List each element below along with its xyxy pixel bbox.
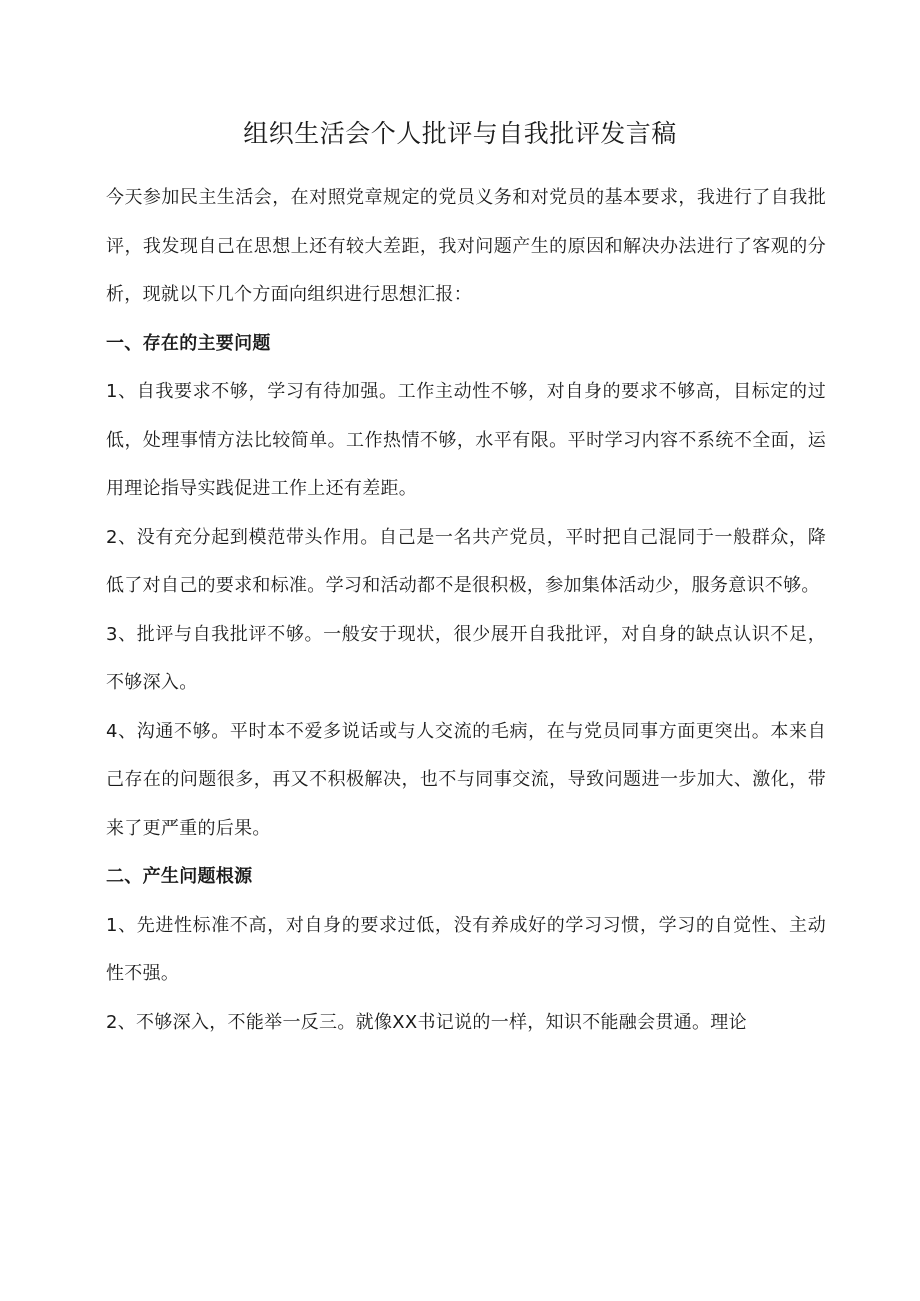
document-body xyxy=(106,174,826,1047)
root-item-2: 2、不够深入，不能举一反三。就像XX书记说的一样，知识不能融会贯通。理论 xyxy=(106,1011,747,1033)
document-title: 组织生活会个人批评与自我批评发言稿 xyxy=(243,119,677,148)
problem-item-3: 3、批评与自我批评不够。一般安于现状，很少展开自我批评，对自身的缺点认识不足，不够深入。 xyxy=(106,623,826,693)
section-heading-roots: 二、产生问题根源 xyxy=(106,866,253,887)
problem-item-4: 4、沟通不够。平时本不爱多说话或与人交流的毛病，在与党员同事方面更突出。本来自己存在的问题很多，再又不积极解决，也不与同事交流，导致问题进一步加大、激化，带来了更严重的后果。 xyxy=(106,720,826,839)
section-heading-problems: 一、存在的主要问题 xyxy=(106,332,271,354)
problem-item-1: 1、自我要求不够，学习有待加强。工作主动性不够，对自身的要求不够高，目标定的过低，处理事情方法比较简单。工作热情不够，水平有限。平时学习内容不系统不全面，运用理论指导实践促进工作上还有差距。 xyxy=(106,381,826,499)
intro-paragraph: 今天参加民主生活会，在对照党章规定的党员义务和对党员的基本要求，我进行了自我批评，我发现自己在思想上还有较大差距，我对问题产生的原因和解决办法进行了客观的分析，现就以下几个方面向组织进行思想汇报： xyxy=(106,187,826,305)
root-item-1: 1、先进性标准不高，对自身的要求过低，没有养成好的学习习惯，学习的自觉性、主动性不强。 xyxy=(106,914,826,984)
problem-item-2: 2、没有充分起到模范带头作用。自己是一名共产党员，平时把自己混同于一般群众，降低了对自己的要求和标准。学习和活动都不是很积极，参加集体活动少，服务意识不够。 xyxy=(106,526,826,596)
